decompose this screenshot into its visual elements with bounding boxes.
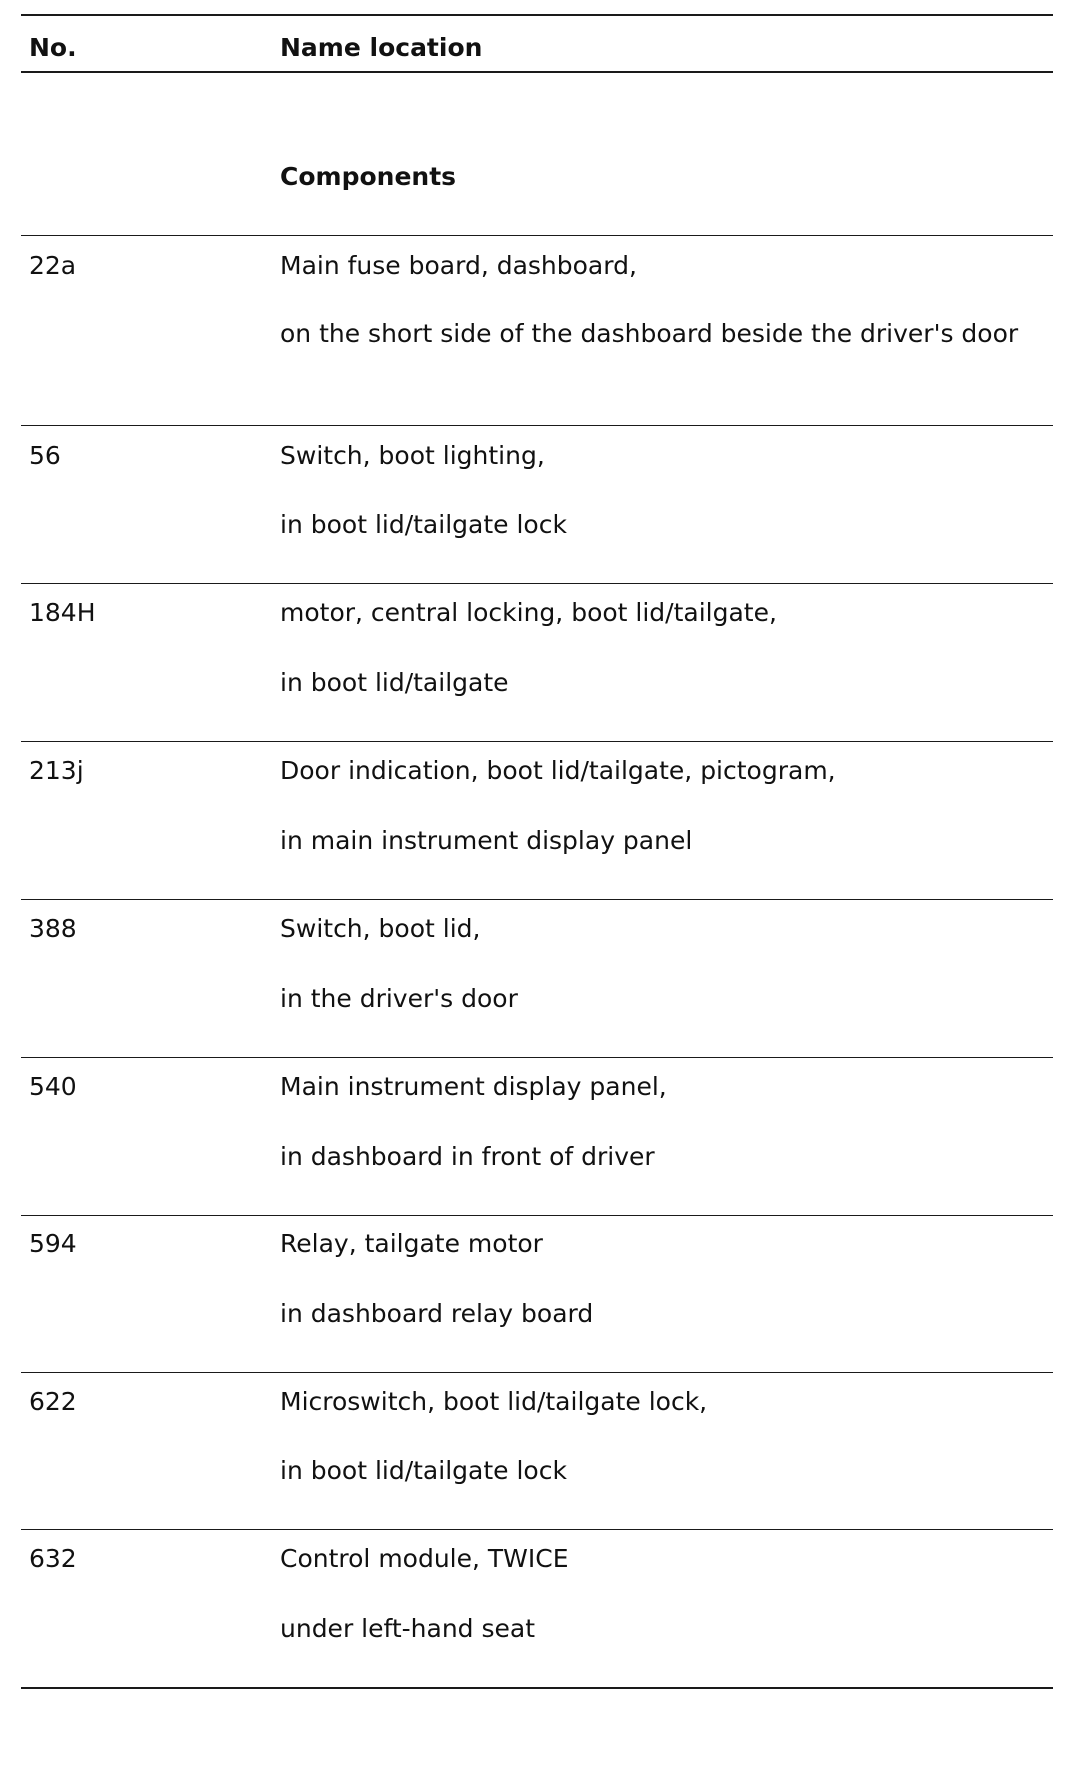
row-location: on the short side of the dashboard beside the driver's door <box>280 319 1019 348</box>
row-name: motor, central locking, boot lid/tailgate, <box>280 598 777 627</box>
row-location: in boot lid/tailgate <box>280 668 509 697</box>
row-divider <box>21 899 1053 900</box>
row-name: Main fuse board, dashboard, <box>280 251 637 280</box>
row-number: 632 <box>29 1544 77 1573</box>
row-name: Microswitch, boot lid/tailgate lock, <box>280 1387 708 1416</box>
row-divider <box>21 741 1053 742</box>
header-no: No. <box>29 33 77 62</box>
row-divider <box>21 235 1053 236</box>
row-number: 56 <box>29 441 61 470</box>
row-location: in boot lid/tailgate lock <box>280 1456 567 1485</box>
row-number: 213j <box>29 756 84 785</box>
row-number: 22a <box>29 251 77 280</box>
row-number: 540 <box>29 1072 77 1101</box>
row-name: Main instrument display panel, <box>280 1072 667 1101</box>
row-divider <box>21 1057 1053 1058</box>
row-location: in dashboard relay board <box>280 1299 594 1328</box>
row-name: Control module, TWICE <box>280 1544 569 1573</box>
section-title: Components <box>280 162 457 191</box>
row-divider <box>21 1215 1053 1216</box>
table-bottom-rule <box>21 1687 1053 1689</box>
header-name-location: Name location <box>280 33 483 62</box>
row-number: 388 <box>29 914 77 943</box>
row-location: in main instrument display panel <box>280 826 693 855</box>
components-table <box>21 0 1053 1792</box>
row-location: in the driver's door <box>280 984 518 1013</box>
row-divider <box>21 425 1053 426</box>
row-location: in boot lid/tailgate lock <box>280 510 567 539</box>
row-number: 622 <box>29 1387 77 1416</box>
row-name: Switch, boot lid, <box>280 914 481 943</box>
row-name: Door indication, boot lid/tailgate, pictogram, <box>280 756 836 785</box>
row-divider <box>21 1372 1053 1373</box>
row-divider <box>21 583 1053 584</box>
row-divider <box>21 1529 1053 1530</box>
row-name: Switch, boot lighting, <box>280 441 545 470</box>
row-number: 184H <box>29 598 96 627</box>
row-number: 594 <box>29 1229 77 1258</box>
table-top-rule <box>21 14 1053 16</box>
row-location: under left-hand seat <box>280 1614 536 1643</box>
row-location: in dashboard in front of driver <box>280 1142 655 1171</box>
header-bottom-rule <box>21 71 1053 73</box>
row-name: Relay, tailgate motor <box>280 1229 543 1258</box>
